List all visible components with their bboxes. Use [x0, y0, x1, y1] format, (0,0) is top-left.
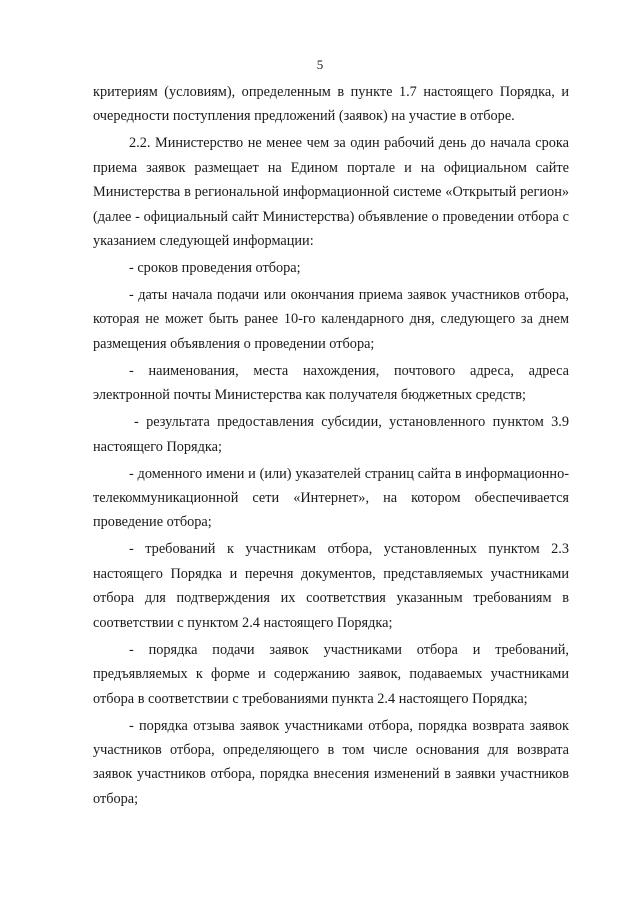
page-number: 5 — [316, 57, 324, 72]
list-item-ministry-details: - наименования, места нахождения, почтового адреса, адреса электронной почты Министерства как получателя бюджетных средств; — [93, 362, 569, 404]
list-item-withdrawal-procedure: - порядка отзыва заявок участниками отбора, порядка возврата заявок участников отбора, определяющего в том числе основания для возврата заявок участников отбора, порядка внесения изменений в заявки участников отбора; — [93, 717, 569, 807]
list-item-participant-requirements: - требований к участникам отбора, установленных пунктом 2.3 настоящего Порядка и перечня документов, представляемых участниками отбора для подтверждения их соответствия указанным требованиям в соответствии с пунктом 2.4 настоящего Порядка; — [93, 541, 569, 631]
paragraph-2-2: 2.2. Министерство не менее чем за один рабочий день до начала срока приема заявок размещает на Едином портале и на официальном сайте Министерства в региональной информационной системе «Открытый регион» (далее - официальный сайт Министерства) объявление о проведении отбора с указанием следующей информации: — [93, 135, 569, 250]
list-item-submission-procedure: - порядка подачи заявок участниками отбора и требований, предъявляемых к форме и содержанию заявок, подаваемых участниками отбора в соответствии с требованиями пункта 2.4 настоящего Порядка; — [93, 641, 569, 707]
document-body — [93, 80, 569, 814]
paragraph-continuation: критериям (условиям), определенным в пункте 1.7 настоящего Порядка, и очередности поступления предложений (заявок) на участие в отборе. — [93, 84, 569, 125]
list-item-subsidy-result: - результата предоставления субсидии, установленного пунктом 3.9 настоящего Порядка; — [93, 414, 569, 455]
list-item-start-date: - даты начала подачи или окончания приема заявок участников отбора, которая не может быть ранее 10-го календарного дня, следующего за днем размещения объявления о проведении отбора; — [93, 287, 569, 352]
list-item-deadlines: - сроков проведения отбора; — [129, 260, 301, 277]
list-item-domain-name: - доменного имени и (или) указателей страниц сайта в информационно-телекоммуникационной сети «Интернет», на котором обеспечивается проведение отбора; — [93, 465, 569, 531]
